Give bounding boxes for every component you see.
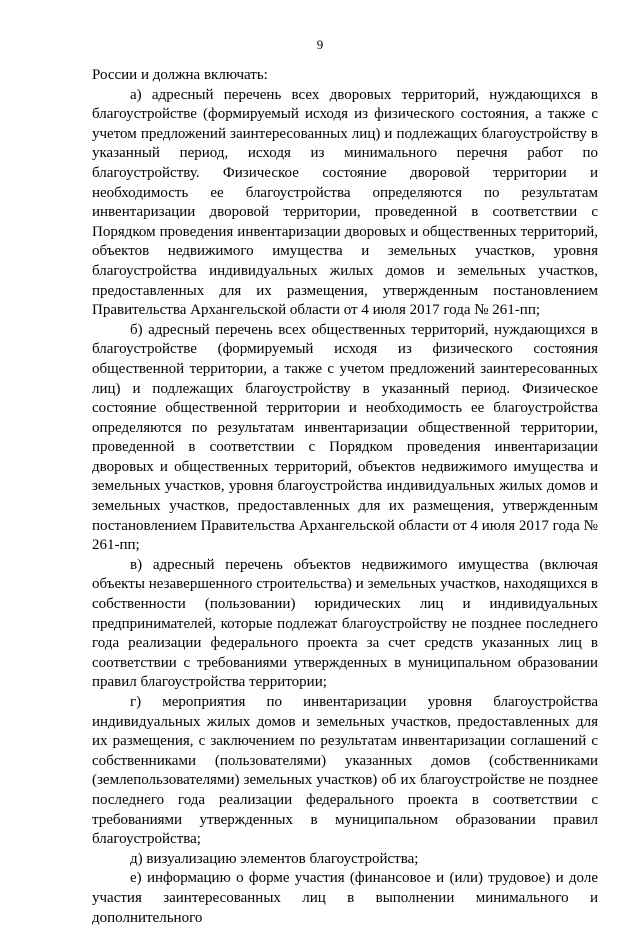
paragraph-item-d: д) визуализацию элементов благоустройства; (130, 850, 419, 867)
paragraph-item-b: б) адресный перечень всех общественных территорий, нуждающихся в благоустройстве (формируемый исходя из физического состояния общественной территории, а также с учетом предложений заинтересованных лиц) и подлежащих благоустройству в указанный период. Физическое состояние общественной территории и необходимость ее благоустройства определяются по результатам инвентаризации общественной территории, проведенной в соответствии с Порядком проведения инвентаризации дворовых и общественных территорий, объектов недвижимого имущества и земельных участков, уровня благоустройства индивидуальных жилых домов и земельных участков, предоставленных для их размещения, утвержденным постановлением Правительства Архангельской области от 4 июля 2017 года № 261-пп; (92, 321, 598, 554)
paragraph-item-g: г) мероприятия по инвентаризации уровня благоустройства индивидуальных жилых домов и земельных участков, предоставленных для их размещения, с заключением по результатам инвентаризации соглашений с собственниками (пользователями) указанных домов (собственниками (землепользователями) земельных участков) об их благоустройстве не позднее последнего года реализации федерального проекта в соответствии с требованиями утвержденных в муниципальном образовании правил благоустройства; (92, 694, 598, 848)
paragraph-intro: России и должна включать: (92, 67, 268, 83)
paragraph-item-a: а) адресный перечень всех дворовых территорий, нуждающихся в благоустройстве (формируемый исходя из физического состояния, а также с учетом предложений заинтересованных лиц) и подлежащих благоустройству в указанный период, исходя из минимального перечня работ по благоустройству. Физическое состояние дворовой территории и необходимость ее благоустройства определяются по результатам инвентаризации дворовой территории, проведенной в соответствии с Порядком проведения инвентаризации дворовых и общественных территорий, объектов недвижимого имущества и земельных участков, уровня благоустройства индивидуальных жилых домов и земельных участков, предоставленных для их размещения, утвержденным постановлением Правительства Архангельской области от 4 июля 2017 года № 261-пп; (92, 86, 598, 319)
paragraph-item-v: в) адресный перечень объектов недвижимого имущества (включая объекты незавершенного строительства) и земельных участков, находящихся в собственности (пользовании) юридических лиц и индивидуальных предпринимателей, которые подлежат благоустройству не позднее последнего года реализации федерального проекта за счет средств указанных лиц в соответствии с требованиями утвержденных в муниципальном образовании правил благоустройства территории; (92, 556, 598, 691)
page-number: 9 (316, 37, 324, 52)
document-body (92, 66, 598, 928)
paragraph-item-e: е) информацию о форме участия (финансовое и (или) трудовое) и доле участия заинтересованных лиц в выполнении минимального и дополнительного (92, 870, 598, 926)
